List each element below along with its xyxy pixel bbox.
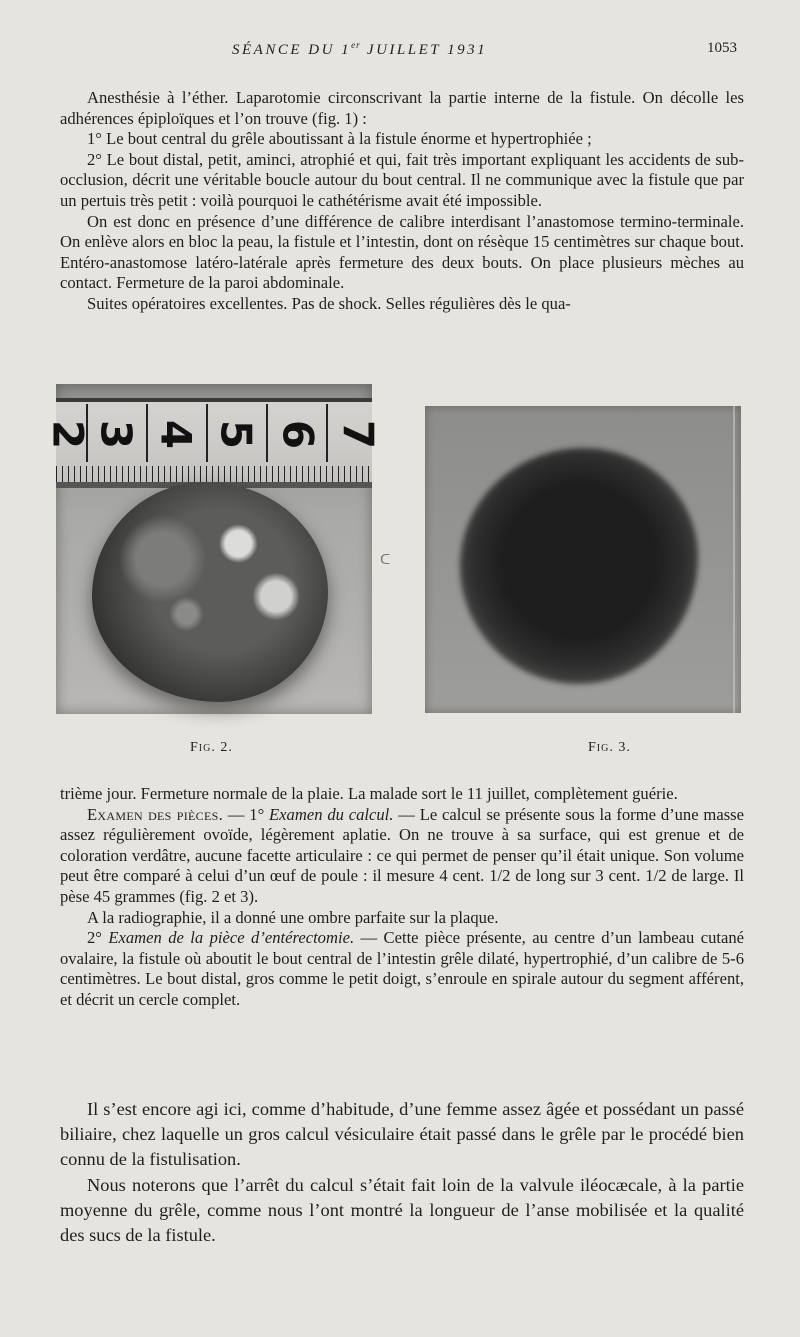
figure-2-caption: Fig. 2. <box>190 740 233 755</box>
ruler-bar <box>326 404 328 462</box>
bottom-text-block <box>60 1097 744 1248</box>
italic-heading: Examen du calcul. <box>269 804 394 824</box>
gallstone-image <box>92 482 328 702</box>
margin-mark: ᑕ <box>380 553 391 568</box>
paragraph: A la radiographie, il a donné une ombre parfaite sur la plaque. <box>87 907 499 927</box>
figure-3-radiograph <box>425 406 741 713</box>
figure-3-caption: Fig. 3. <box>588 740 631 755</box>
title-part: SÉANCE DU 1 <box>232 42 352 58</box>
ruler-number: 6 <box>273 419 323 450</box>
title-part: JUILLET 1931 <box>360 42 488 58</box>
text-run: — Cette pièce présente, au centre d’un lambeau cutané ovalaire, la fistule où aboutit le bout central de l’intestin grêle dilaté, hypertrophié, d’un calibre de 5-6 centimètres. Le bout distal, gros comme le petit doigt, s’enroule en spirale autour du segment afférent, et décrit un cercle complet. <box>60 928 744 1009</box>
ruler-ticks <box>56 466 372 482</box>
paragraph <box>60 928 744 1010</box>
text-run: — 1° <box>223 804 270 824</box>
text-run: 2° <box>87 928 109 948</box>
ruler <box>43 398 383 488</box>
ruler-number: 4 <box>151 419 201 450</box>
page-header <box>0 40 800 64</box>
radiograph-shadow <box>460 448 698 684</box>
paragraph: On est donc en présence d’une différence de calibre interdisant l’anastomose termino-terminale. On enlève alors en bloc la peau, la fistule et l’intestin, dont on résèque 15 centimètres sur chaque bout. Entéro-anastomose latéro-latérale après fermeture des deux bouts. On place plusieurs mèches au contact. Fermeture de la paroi abdominale. <box>60 211 744 293</box>
ruler-number: 5 <box>211 419 261 450</box>
title-superscript: er <box>351 40 361 50</box>
paragraph: Il s’est encore agi ici, comme d’habitude, d’une femme assez âgée et possédant un passé biliaire, chez laquelle un gros calcul vésiculaire était passé dans le grêle par le procédé bien connu de la fistulisation. <box>60 1099 744 1170</box>
paragraph: 2° Le bout distal, petit, aminci, atrophié et qui, fait très important expliquant les accidents de sub-occlusion, décrit une véritable boucle autour du bout central. Il ne communique avec la fistule que par un pertuis très petit : voilà pourquoi le cathétérisme avait été impossible. <box>60 149 744 210</box>
ruler-bar <box>266 404 268 462</box>
paragraph: Anesthésie à l’éther. Laparotomie circonscrivant la partie interne de la fistule. On décolle les adhérences épiploïques et l’on trouve (fig. 1) : <box>60 88 744 128</box>
paragraph: 1° Le bout central du grêle aboutissant à la fistule énorme et hypertrophiée ; <box>87 129 592 149</box>
italic-heading: Examen de la pièce d’entérectomie. <box>108 928 355 948</box>
paragraph: trième jour. Fermeture normale de la plaie. La malade sort le 11 juillet, complètement guérie. <box>60 784 678 803</box>
page-number: 1053 <box>707 40 737 56</box>
ruler-number: 3 <box>91 419 141 450</box>
ruler-number: 7 <box>333 419 383 450</box>
paragraph: Nous noterons que l’arrêt du calcul s’était fait loin de la valvule iléocæcale, à la partie moyenne du grêle, comme nous l’ont montré la longueur de l’anse mobilisée et la qualité des sucs de la fistule. <box>60 1174 744 1246</box>
figure-2-calculus-photo <box>43 384 383 714</box>
ruler-bar <box>206 404 208 462</box>
paragraph <box>60 805 744 908</box>
text-run: — Le calcul se présente sous la forme d’une masse assez régulièrement ovoïde, légèrement aplatie. On ne trouve à sa surface, qui est grenue et de coloration verdâtre, aucune facette articulaire : ce qui permet de penser qu’il était unique. Son volume peut être comparé à celui d’un œuf de poule : il mesure 4 cent. 1/2 de long sur 3 cent. 1/2 de large. Il pèse 45 grammes (fig. 2 et 3). <box>60 804 744 906</box>
running-title <box>232 40 487 59</box>
paragraph: Suites opératoires excellentes. Pas de shock. Selles régulières dès le qua- <box>87 293 571 313</box>
middle-text-block <box>60 784 744 1011</box>
ruler-bar <box>146 404 148 462</box>
ruler-number: 2 <box>43 419 93 450</box>
radiograph-edge <box>733 406 735 713</box>
section-label: Examen des pièces. <box>87 804 224 824</box>
top-text-block <box>60 88 744 315</box>
